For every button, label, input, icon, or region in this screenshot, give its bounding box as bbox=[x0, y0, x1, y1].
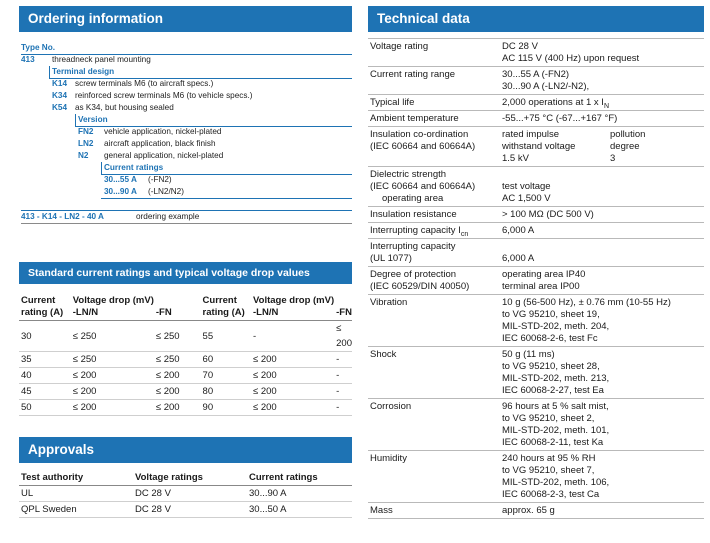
standard-table-header bbox=[19, 295, 352, 321]
cell: - bbox=[334, 352, 352, 368]
standard-title: Standard current ratings and typical voltage drop values bbox=[28, 267, 310, 279]
col-ln-2 bbox=[251, 295, 334, 321]
hdr-fn-1: -FN bbox=[155, 307, 172, 318]
tech-value-line: IEC 60068-2-6, test Fc bbox=[502, 333, 598, 344]
tech-value bbox=[502, 225, 702, 237]
tech-value-line: 6,000 A bbox=[502, 225, 535, 236]
cell: 55 bbox=[201, 321, 251, 352]
cell: ≤ 200 bbox=[71, 400, 154, 416]
col-ln-1 bbox=[71, 295, 154, 321]
hdr-current-l2: rating (A) bbox=[21, 307, 64, 318]
terminal-code-k54: K54 bbox=[52, 103, 68, 112]
tech-key: Insulation resistance bbox=[370, 209, 457, 220]
tech-value-line: 1.5 kV bbox=[502, 153, 529, 164]
hdr-current2-l2: rating (A) bbox=[202, 307, 245, 318]
tech-value-line: AC 1,500 V bbox=[502, 193, 551, 204]
tech-value-line: AC 115 V (400 Hz) upon request bbox=[502, 53, 640, 64]
technical-title: Technical data bbox=[377, 11, 470, 26]
cell: 70 bbox=[201, 368, 251, 384]
approvals-table-header bbox=[19, 472, 352, 486]
current-desc-2: (-LN2/N2) bbox=[148, 187, 184, 196]
cell: 40 bbox=[19, 368, 71, 384]
tech-value-line: IEC 60068-2-3, test Ca bbox=[502, 489, 600, 500]
approvals-col-authority: Test authority bbox=[19, 472, 133, 486]
interrupting-text: Interrupting capacity I bbox=[370, 225, 461, 236]
tech-value-line: rated impulse bbox=[502, 129, 560, 140]
tech-value-line: 96 hours at 5 % salt mist, bbox=[502, 401, 609, 412]
tech-value-line: 10 g (56-500 Hz), ± 0.76 mm (10-55 Hz) bbox=[502, 297, 671, 308]
cell: DC 28 V bbox=[133, 486, 247, 502]
tech-value bbox=[502, 297, 702, 345]
version-code-fn2: FN2 bbox=[78, 127, 94, 136]
version-desc-fn2: vehicle application, nickel-plated bbox=[104, 127, 222, 136]
terminal-desc-k34: reinforced screw terminals M6 (to vehicle specs.) bbox=[75, 91, 253, 100]
tech-key bbox=[370, 169, 498, 205]
cell: UL bbox=[19, 486, 133, 502]
tech-key bbox=[370, 129, 498, 153]
cell: ≤ 250 bbox=[154, 352, 201, 368]
terminal-code-k34: K34 bbox=[52, 91, 68, 100]
pollution-line: 3 bbox=[610, 153, 616, 164]
tech-value-line: MIL-STD-202, meth. 204, bbox=[502, 321, 610, 332]
tech-row-interrupting bbox=[368, 223, 704, 239]
standard-table bbox=[19, 295, 352, 416]
tech-row-interrupting-ul bbox=[368, 239, 704, 267]
tech-value-line: operating area IP40 bbox=[502, 269, 586, 280]
current-rule bbox=[101, 174, 352, 175]
cell: - bbox=[334, 384, 352, 400]
life-sub: N bbox=[603, 102, 609, 110]
tech-value-line: to VG 95210, sheet 19, bbox=[502, 309, 600, 320]
tech-row-life bbox=[368, 95, 704, 111]
tech-value-line: > 100 MΩ (DC 500 V) bbox=[502, 209, 594, 220]
cell: ≤ 200 bbox=[251, 368, 334, 384]
tech-row-dielectric bbox=[368, 167, 704, 207]
cell: 30...50 A bbox=[247, 502, 352, 518]
tech-key-line: (IEC 60664 and 60664A) bbox=[370, 181, 476, 192]
ordering-title: Ordering information bbox=[28, 11, 163, 26]
table-row bbox=[19, 486, 352, 502]
terminal-code-k14: K14 bbox=[52, 79, 68, 88]
tech-value-line: 50 g (11 ms) bbox=[502, 349, 555, 360]
tech-key-line: (UL 1077) bbox=[370, 253, 412, 264]
tech-value bbox=[502, 453, 702, 501]
current-code-2: 30...90 A bbox=[104, 187, 137, 196]
tech-key-line: (IEC 60529/DIN 40050) bbox=[370, 281, 470, 292]
tech-value-line: MIL-STD-202, meth. 213, bbox=[502, 373, 610, 384]
table-row bbox=[19, 352, 352, 368]
approvals-col-current: Current ratings bbox=[247, 472, 352, 486]
terminal-label: Terminal design bbox=[52, 67, 115, 76]
tech-value-line: 30...90 A (-LN2/-N2), bbox=[502, 81, 590, 92]
standard-header bbox=[19, 262, 352, 284]
version-code-n2: N2 bbox=[78, 151, 89, 160]
cell: ≤ 200 bbox=[251, 400, 334, 416]
cell: ≤ 200 bbox=[251, 352, 334, 368]
cell: 35 bbox=[19, 352, 71, 368]
current-desc-1: (-FN2) bbox=[148, 175, 172, 184]
approvals-table bbox=[19, 472, 352, 518]
current-label: Current ratings bbox=[104, 163, 164, 172]
life-text: 2,000 operations at 1 x I bbox=[502, 97, 604, 108]
pollution-block bbox=[610, 129, 645, 165]
cell: QPL Sweden bbox=[19, 502, 133, 518]
tech-key bbox=[370, 241, 498, 265]
tech-key: Voltage rating bbox=[370, 41, 429, 52]
hdr-current-l1: Current bbox=[21, 295, 56, 306]
terminal-desc-k54: as K34, but housing sealed bbox=[75, 103, 174, 112]
tech-row-vibration bbox=[368, 295, 704, 347]
tech-value-line: -55...+75 °C (-67...+167 °F) bbox=[502, 113, 618, 124]
cell: DC 28 V bbox=[133, 502, 247, 518]
cell: 90 bbox=[201, 400, 251, 416]
tech-key-line: Insulation co-ordination bbox=[370, 129, 469, 140]
tech-value-line: to VG 95210, sheet 2, bbox=[502, 413, 595, 424]
tree-vline-3 bbox=[101, 162, 102, 174]
example-code: 413 - K14 - LN2 - 40 A bbox=[21, 212, 104, 221]
tech-row-ambient bbox=[368, 111, 704, 127]
tech-key: Vibration bbox=[370, 297, 408, 308]
hdr-vdrop-1: Voltage drop (mV) bbox=[72, 295, 154, 306]
table-row bbox=[19, 502, 352, 518]
cell: ≤ 200 bbox=[154, 384, 201, 400]
cell: ≤ 200 bbox=[71, 384, 154, 400]
tech-row-current-range bbox=[368, 67, 704, 95]
tech-key-line: Interrupting capacity bbox=[370, 241, 456, 252]
cell: - bbox=[251, 321, 334, 352]
tech-value-line: 30...55 A (-FN2) bbox=[502, 69, 570, 80]
tech-key bbox=[370, 269, 498, 293]
tech-value-line: terminal area IP00 bbox=[502, 281, 580, 292]
tech-value bbox=[502, 113, 702, 125]
tech-value bbox=[502, 209, 702, 221]
tech-value-line: to VG 95210, sheet 28, bbox=[502, 361, 600, 372]
hdr-vdrop-2: Voltage drop (mV) bbox=[253, 295, 335, 306]
cell: ≤ 200 bbox=[71, 368, 154, 384]
col-current-1 bbox=[19, 295, 71, 321]
example-desc: ordering example bbox=[136, 212, 200, 221]
tech-value bbox=[502, 181, 702, 205]
tech-key: Shock bbox=[370, 349, 397, 360]
tech-value-line: approx. 65 g bbox=[502, 505, 555, 516]
tree-vline-1 bbox=[49, 66, 50, 78]
current-code-1: 30...55 A bbox=[104, 175, 137, 184]
example-bottom-rule bbox=[21, 223, 352, 224]
cell: ≤ 200 bbox=[334, 321, 352, 352]
tech-value bbox=[502, 69, 702, 93]
cell: 50 bbox=[19, 400, 71, 416]
cell: 45 bbox=[19, 384, 71, 400]
type-code: 413 bbox=[21, 55, 35, 64]
cell: 60 bbox=[201, 352, 251, 368]
tech-key: Humidity bbox=[370, 453, 407, 464]
version-desc-n2: general application, nickel-plated bbox=[104, 151, 224, 160]
interrupting-sub: cn bbox=[460, 230, 469, 238]
tech-value-line: to VG 95210, sheet 7, bbox=[502, 465, 595, 476]
table-row bbox=[19, 384, 352, 400]
cell: ≤ 200 bbox=[251, 384, 334, 400]
technical-header bbox=[368, 6, 704, 32]
tech-value-line: 240 hours at 95 % RH bbox=[502, 453, 596, 464]
tech-row-shock bbox=[368, 347, 704, 399]
cell: ≤ 200 bbox=[154, 400, 201, 416]
tech-key: Ambient temperature bbox=[370, 113, 459, 124]
approvals-title: Approvals bbox=[28, 442, 95, 457]
cell: ≤ 250 bbox=[154, 321, 201, 352]
col-fn-2 bbox=[334, 295, 352, 321]
tech-key-line: Dielectric strength bbox=[370, 169, 447, 180]
tech-value bbox=[502, 269, 702, 293]
tech-value-line: IEC 60068-2-27, test Ea bbox=[502, 385, 604, 396]
table-row bbox=[19, 321, 352, 352]
approvals-header bbox=[19, 437, 352, 463]
table-row bbox=[19, 368, 352, 384]
tech-row-insulation bbox=[368, 127, 704, 167]
type-desc: threadneck panel mounting bbox=[52, 55, 151, 64]
tech-key: Corrosion bbox=[370, 401, 412, 412]
tech-row-corrosion bbox=[368, 399, 704, 451]
tech-row-protection bbox=[368, 267, 704, 295]
cell: 30...90 A bbox=[247, 486, 352, 502]
tech-value-line: MIL-STD-202, meth. 101, bbox=[502, 425, 610, 436]
tech-value bbox=[502, 401, 702, 449]
tech-key: Typical life bbox=[370, 97, 415, 108]
cell: 80 bbox=[201, 384, 251, 400]
tech-value bbox=[502, 129, 702, 165]
tech-key: Mass bbox=[370, 505, 393, 516]
tech-row-voltage bbox=[368, 38, 704, 67]
tech-row-insulation-resistance bbox=[368, 207, 704, 223]
tech-key: Current rating range bbox=[370, 69, 456, 80]
tech-value-line: DC 28 V bbox=[502, 41, 538, 52]
version-code-ln2: LN2 bbox=[78, 139, 94, 148]
cell: - bbox=[334, 400, 352, 416]
hdr-ln-1: -LN/N bbox=[72, 307, 99, 318]
tech-value-line: IEC 60068-2-11, test Ka bbox=[502, 437, 604, 448]
version-desc-ln2: aircraft application, black finish bbox=[104, 139, 216, 148]
current-rule-2 bbox=[101, 198, 352, 199]
table-row bbox=[19, 400, 352, 416]
tech-row-mass bbox=[368, 503, 704, 519]
cell: 30 bbox=[19, 321, 71, 352]
tech-value bbox=[502, 41, 702, 65]
pollution-line: pollution bbox=[610, 129, 646, 140]
tech-row-humidity bbox=[368, 451, 704, 503]
pollution-line: degree bbox=[610, 141, 640, 152]
tech-value-line: withstand voltage bbox=[502, 141, 576, 152]
col-current-2 bbox=[201, 295, 251, 321]
tech-value-line: 6,000 A bbox=[502, 253, 535, 264]
terminal-desc-k14: screw terminals M6 (to aircraft specs.) bbox=[75, 79, 214, 88]
tech-value bbox=[502, 505, 702, 517]
cell: ≤ 250 bbox=[71, 321, 154, 352]
tech-value-line: MIL-STD-202, meth. 106, bbox=[502, 477, 610, 488]
cell: ≤ 250 bbox=[71, 352, 154, 368]
hdr-current2-l1: Current bbox=[202, 295, 237, 306]
tech-value bbox=[502, 253, 702, 265]
tree-vline-2 bbox=[75, 114, 76, 126]
tech-key-line: Degree of protection bbox=[370, 269, 457, 280]
tech-key-line: (IEC 60664 and 60664A) bbox=[370, 141, 476, 152]
tech-key-line: operating area bbox=[382, 193, 444, 204]
hdr-fn-2: -FN bbox=[336, 307, 352, 318]
approvals-col-voltage: Voltage ratings bbox=[133, 472, 247, 486]
technical-table bbox=[368, 38, 704, 519]
cell: - bbox=[334, 368, 352, 384]
col-fn-1 bbox=[154, 295, 201, 321]
type-no-label: Type No. bbox=[21, 43, 55, 52]
version-label: Version bbox=[78, 115, 108, 124]
tech-value bbox=[502, 349, 702, 397]
cell: ≤ 200 bbox=[154, 368, 201, 384]
ordering-header bbox=[19, 6, 352, 32]
tech-value-line: test voltage bbox=[502, 181, 551, 192]
hdr-ln-2: -LN/N bbox=[253, 307, 279, 318]
